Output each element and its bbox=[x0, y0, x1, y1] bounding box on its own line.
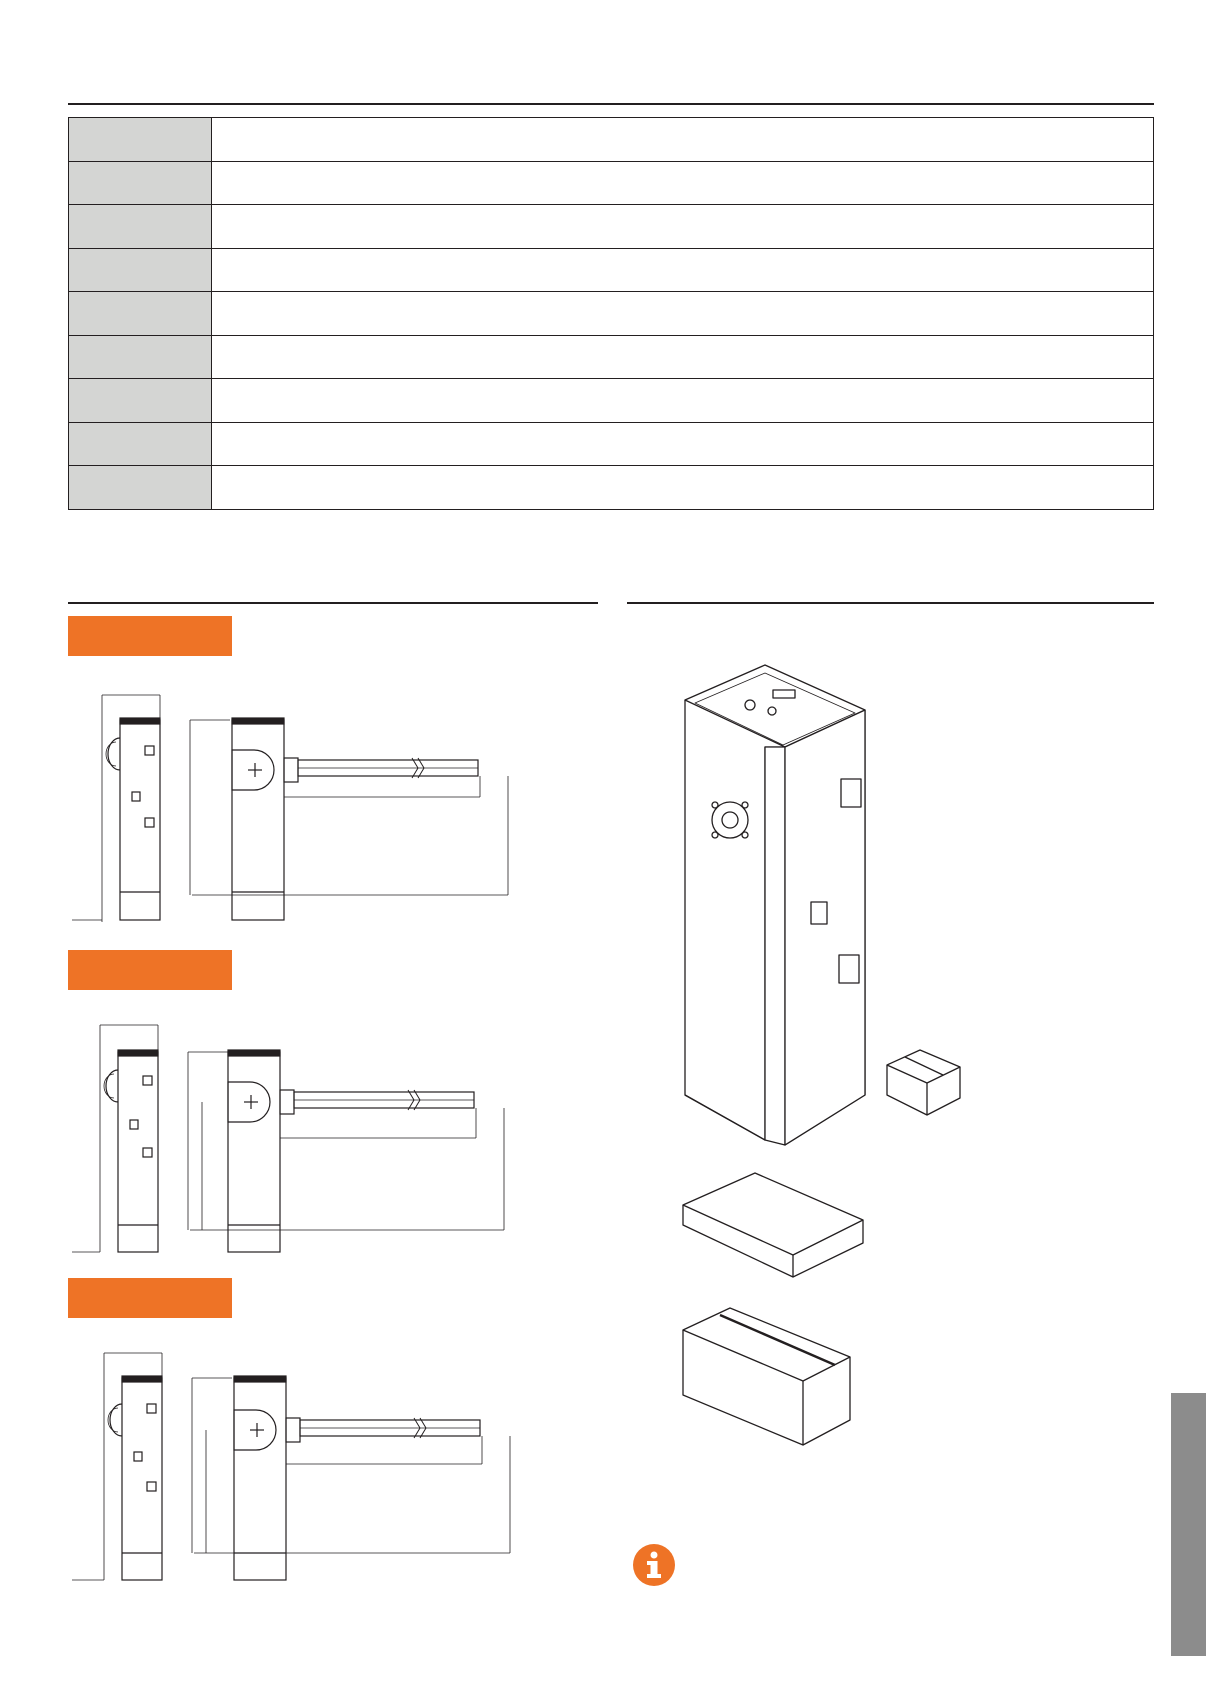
spec-value bbox=[212, 422, 1154, 466]
spec-value bbox=[212, 248, 1154, 292]
dimension-view-tag bbox=[68, 950, 232, 990]
barrier-dimension-drawing bbox=[72, 690, 552, 950]
dimension-view-tag bbox=[68, 1278, 232, 1318]
spec-key bbox=[69, 379, 212, 423]
barrier-cabinet-icon bbox=[685, 665, 865, 1145]
spec-key bbox=[69, 466, 212, 510]
table-row bbox=[69, 205, 1154, 249]
spec-key bbox=[69, 292, 212, 336]
spec-key bbox=[69, 118, 212, 162]
spec-key bbox=[69, 248, 212, 292]
info-icon bbox=[632, 1543, 676, 1587]
table-row bbox=[69, 292, 1154, 336]
spec-value bbox=[212, 161, 1154, 205]
flat-box-icon bbox=[683, 1173, 863, 1277]
package-contents bbox=[665, 655, 985, 1455]
table-row bbox=[69, 422, 1154, 466]
dimension-view-tag bbox=[68, 616, 232, 656]
table-row bbox=[69, 335, 1154, 379]
spec-key bbox=[69, 422, 212, 466]
table-row bbox=[69, 118, 1154, 162]
top-rule bbox=[68, 103, 1154, 105]
spec-value bbox=[212, 118, 1154, 162]
side-tab bbox=[1171, 1393, 1206, 1656]
spec-key bbox=[69, 161, 212, 205]
barrier-dimension-drawing bbox=[72, 1020, 552, 1280]
barrier-dimension-drawing bbox=[72, 1348, 552, 1608]
spec-key bbox=[69, 205, 212, 249]
large-box-icon bbox=[683, 1308, 850, 1445]
spec-key bbox=[69, 335, 212, 379]
spec-value bbox=[212, 292, 1154, 336]
spec-value bbox=[212, 379, 1154, 423]
small-box-icon bbox=[887, 1050, 960, 1115]
dimensions-section-rule bbox=[68, 602, 598, 604]
package-section-rule bbox=[627, 602, 1154, 604]
spec-table bbox=[68, 117, 1154, 510]
spec-value bbox=[212, 335, 1154, 379]
spec-value bbox=[212, 205, 1154, 249]
spec-value bbox=[212, 466, 1154, 510]
table-row bbox=[69, 248, 1154, 292]
table-row bbox=[69, 161, 1154, 205]
table-row bbox=[69, 466, 1154, 510]
table-row bbox=[69, 379, 1154, 423]
